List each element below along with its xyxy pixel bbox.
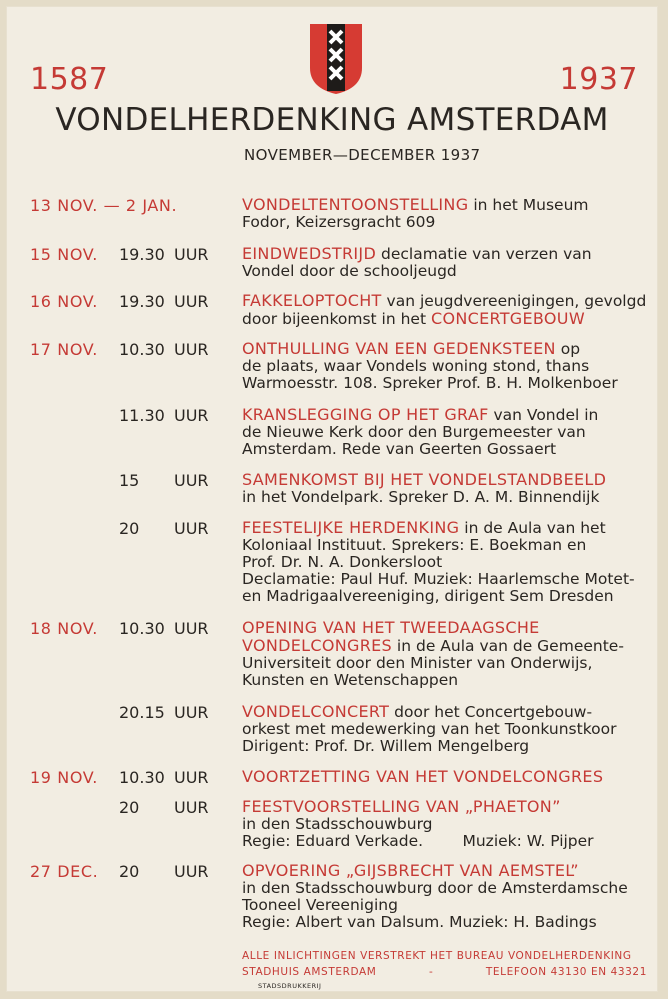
event-detail-line: Tooneel Vereeniging — [242, 896, 398, 914]
footer-address: STADHUIS AMSTERDAM — [242, 966, 377, 978]
page-subtitle: NOVEMBER—DECEMBER 1937 — [244, 146, 481, 164]
event-title: VOORTZETTING VAN HET VONDELCONGRES — [242, 767, 604, 786]
event-detail-line: Vondel door de schooljeugd — [242, 262, 457, 280]
event-detail-line: Dirigent: Prof. Dr. Willem Mengelberg — [242, 737, 530, 755]
event-time: 19.30 — [119, 292, 165, 311]
event-detail-line: door bijeenkomst in het CONCERTGEBOUW — [242, 309, 585, 328]
event-uur: UUR — [174, 340, 209, 359]
event-detail-line: VONDELCONGRES in de Aula van de Gemeente- — [242, 636, 624, 655]
event-detail-line: Declamatie: Paul Huf. Muziek: Haarlemsche Motet- — [242, 570, 635, 588]
event-detail-line: in den Stadsschouwburg — [242, 815, 433, 833]
event-uur: UUR — [174, 798, 209, 817]
event-description — [242, 619, 647, 689]
event-detail-line: Prof. Dr. N. A. Donkersloot — [242, 553, 443, 571]
event-time: 20.15 — [119, 703, 165, 722]
event-uur: UUR — [174, 519, 209, 538]
event-title: OPVOERING „GIJSBRECHT VAN AEMSTEL” — [242, 861, 579, 880]
footer-info: ALLE INLICHTINGEN VERSTREKT HET BUREAU VONDELHERDENKING — [242, 950, 632, 962]
event-title: EINDWEDSTRIJD — [242, 244, 377, 263]
event-detail-line: en Madrigaalvereeniging, dirigent Sem Dresden — [242, 587, 614, 605]
event-date: 17 NOV. — [30, 340, 98, 359]
event-description — [242, 245, 647, 280]
event-detail-line: Kunsten en Wetenschappen — [242, 671, 459, 689]
event-detail-line: in den Stadsschouwburg door de Amsterdamsche — [242, 879, 628, 897]
event-description — [242, 768, 647, 786]
event-detail-line: de Nieuwe Kerk door den Burgemeester van — [242, 423, 586, 441]
event-title: VONDELCONCERT — [242, 702, 390, 721]
event-description — [242, 862, 647, 931]
amsterdam-shield-icon — [308, 22, 364, 96]
event-uur: UUR — [174, 862, 209, 881]
event-uur: UUR — [174, 406, 209, 425]
event-description — [242, 519, 647, 605]
event-description — [242, 340, 647, 392]
event-detail: door het Concertgebouw- — [389, 703, 593, 721]
poster — [6, 6, 658, 992]
event-description — [242, 292, 647, 328]
highlight-word: CONCERTGEBOUW — [430, 309, 585, 328]
footer-phone: TELEFOON 43130 EN 43321 — [485, 966, 647, 978]
event-detail: in de Aula van het — [459, 519, 606, 537]
event-detail-line: in het Vondelpark. Spreker D. A. M. Binnendijk — [242, 488, 600, 506]
event-detail-line: orkest met medewerking van het Toonkunstkoor — [242, 720, 617, 738]
event-title: ONTHULLING VAN EEN GEDENKSTEEN — [242, 339, 556, 358]
event-time: 20 — [119, 798, 140, 817]
highlight-word: VONDELCONGRES — [242, 636, 392, 655]
event-description — [242, 798, 647, 850]
event-title: SAMENKOMST BIJ HET VONDELSTANDBEELD — [242, 470, 607, 489]
event-time: 10.30 — [119, 340, 165, 359]
event-detail: declamatie van verzen van — [376, 245, 592, 263]
footer-separator: - — [428, 966, 434, 978]
event-title: OPENING VAN HET TWEEDAAGSCHE — [242, 618, 540, 637]
event-detail: van jeugdvereenigingen, gevolgd — [381, 292, 647, 310]
event-detail: van Vondel in — [488, 406, 599, 424]
event-detail: op — [555, 340, 581, 358]
event-date: 27 DEC. — [30, 862, 99, 881]
event-title: FEESTELIJKE HERDENKING — [242, 518, 460, 537]
event-date: 15 NOV. — [30, 245, 98, 264]
event-detail: in het Museum — [468, 196, 589, 214]
event-detail-line: Universiteit door den Minister van Onderwijs, — [242, 654, 593, 672]
page-title: VONDELHERDENKING AMSTERDAM — [55, 102, 609, 138]
event-uur: UUR — [174, 619, 209, 638]
event-uur: UUR — [174, 703, 209, 722]
event-uur: UUR — [174, 292, 209, 311]
event-title: FAKKELOPTOCHT — [242, 291, 382, 310]
event-uur: UUR — [174, 245, 209, 264]
year-right: 1937 — [559, 62, 638, 97]
event-time: 19.30 — [119, 245, 165, 264]
event-detail-line: de plaats, waar Vondels woning stond, thans — [242, 357, 590, 375]
event-date: 18 NOV. — [30, 619, 98, 638]
event-time: 10.30 — [119, 768, 165, 787]
event-date: 13 NOV. — 2 JAN. — [30, 196, 178, 215]
event-time: 10.30 — [119, 619, 165, 638]
event-uur: UUR — [174, 768, 209, 787]
event-time: 20 — [119, 519, 140, 538]
event-date: 16 NOV. — [30, 292, 98, 311]
footer — [242, 948, 647, 980]
event-time: 15 — [119, 471, 140, 490]
event-detail-line: Warmoesstr. 108. Spreker Prof. B. H. Molkenboer — [242, 374, 618, 392]
event-detail-line: Fodor, Keizersgracht 609 — [242, 213, 436, 231]
event-time: 11.30 — [119, 406, 165, 425]
event-title: FEESTVOORSTELLING VAN „PHAETON” — [242, 797, 561, 816]
event-detail-line: Regie: Albert van Dalsum. Muziek: H. Badings — [242, 913, 597, 931]
printer-mark: STADSDRUKKERIJ — [258, 982, 322, 990]
event-time: 20 — [119, 862, 140, 881]
event-detail-line: Koloniaal Instituut. Sprekers: E. Boekman en — [242, 536, 587, 554]
event-description — [242, 471, 647, 506]
event-detail-line: Regie: Eduard Verkade. Muziek: W. Pijper — [242, 832, 594, 850]
event-detail-line: Amsterdam. Rede van Geerten Gossaert — [242, 440, 557, 458]
event-description — [242, 196, 647, 231]
year-left: 1587 — [30, 62, 109, 97]
event-description — [242, 703, 647, 755]
event-title: VONDELTENTOONSTELLING — [242, 195, 469, 214]
event-uur: UUR — [174, 471, 209, 490]
event-description — [242, 406, 647, 458]
event-date: 19 NOV. — [30, 768, 98, 787]
event-title: KRANSLEGGING OP HET GRAF — [242, 405, 489, 424]
